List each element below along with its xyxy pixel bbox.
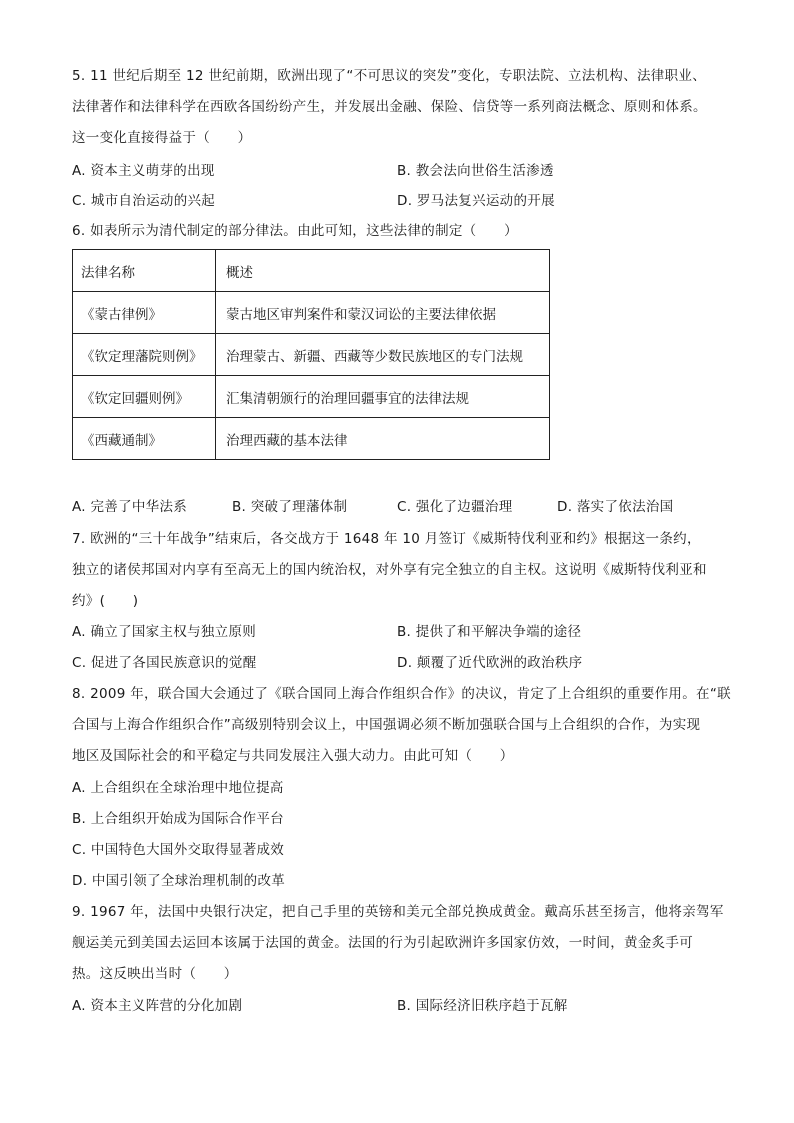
q5-option-c: C. 城市自治运动的兴起 — [72, 193, 216, 209]
q5-stem-line-2: 法律著作和法律科学在西欧各国纷纷产生，并发展出金融、保险、信贷等一系列商法概念、原则和体系。 — [72, 99, 707, 115]
q5-option-d: D. 罗马法复兴运动的开展 — [397, 193, 555, 209]
q9-stem-line-2: 舰运美元到美国去运回本该属于法国的黄金。法国的行为引起欧洲许多国家仿效，一时间，黄金炙手可 — [72, 935, 693, 951]
q7-stem-line-3: 约》( ) — [72, 593, 139, 609]
q8-stem-line-2: 合国与上海合作组织合作”高级别特别会议上，中国强调必须不断加强联合国与上合组织的合作，为实现 — [72, 717, 701, 733]
law-table — [72, 249, 550, 460]
table-row — [73, 292, 550, 334]
q9-option-a: A. 资本主义阵营的分化加剧 — [72, 998, 243, 1014]
law-name-cell: 《钦定理藩院则例》 — [73, 334, 216, 376]
q7-option-b: B. 提供了和平解决争端的途径 — [397, 624, 582, 640]
law-summary-cell: 汇集清朝颁行的治理回疆事宜的法律法规 — [216, 376, 550, 418]
q6-option-b: B. 突破了理藩体制 — [232, 499, 348, 515]
law-summary-cell: 治理蒙古、新疆、西藏等少数民族地区的专门法规 — [216, 334, 550, 376]
table-row — [73, 418, 550, 460]
q7-option-c: C. 促进了各国民族意识的觉醒 — [72, 655, 257, 671]
q7-option-d: D. 颠覆了近代欧洲的政治秩序 — [397, 655, 583, 671]
law-name-cell: 《蒙古律例》 — [73, 292, 216, 334]
q5-stem-line-1: 5. 11 世纪后期至 12 世纪前期，欧洲出现了“不可思议的突发”变化，专职法院、立法机构、法律职业、 — [72, 68, 706, 84]
law-summary-cell: 治理西藏的基本法律 — [216, 418, 550, 460]
q9-option-b: B. 国际经济旧秩序趋于瓦解 — [397, 998, 568, 1014]
q8-option-c: C. 中国特色大国外交取得显著成效 — [72, 842, 285, 858]
q6-stem: 6. 如表所示为清代制定的部分律法。由此可知，这些法律的制定（ ） — [72, 223, 518, 239]
law-table-header-row — [73, 250, 550, 292]
law-name-cell: 《钦定回疆则例》 — [73, 376, 216, 418]
q6-option-a: A. 完善了中华法系 — [72, 499, 188, 515]
q5-option-b: B. 教会法向世俗生活渗透 — [397, 163, 554, 179]
table-row — [73, 334, 550, 376]
q9-stem-line-1: 9. 1967 年，法国中央银行决定，把自己手里的英镑和美元全部兑换成黄金。戴高乐甚至扬言，他将亲驾军 — [72, 904, 724, 920]
q8-option-b: B. 上合组织开始成为国际合作平台 — [72, 811, 284, 827]
law-name-cell: 《西藏通制》 — [73, 418, 216, 460]
q6-option-d: D. 落实了依法治国 — [557, 499, 674, 515]
q8-stem-line-3: 地区及国际社会的和平稳定与共同发展注入强大动力。由此可知（ ） — [72, 748, 514, 764]
q7-option-a: A. 确立了国家主权与独立原则 — [72, 624, 257, 640]
q5-stem-line-3: 这一变化直接得益于（ ） — [72, 130, 252, 146]
q7-stem-line-2: 独立的诸侯邦国对内享有至高无上的国内统治权，对外享有完全独立的自主权。这说明《威斯特伐利亚和 — [72, 562, 707, 578]
law-table-header-summary: 概述 — [216, 250, 550, 292]
law-table-header-name: 法律名称 — [73, 250, 216, 292]
table-row — [73, 376, 550, 418]
q6-option-c: C. 强化了边疆治理 — [397, 499, 513, 515]
law-summary-cell: 蒙古地区审判案件和蒙汉词讼的主要法律依据 — [216, 292, 550, 334]
q5-option-a: A. 资本主义萌芽的出现 — [72, 163, 215, 179]
q8-option-a: A. 上合组织在全球治理中地位提高 — [72, 780, 284, 796]
q8-stem-line-1: 8. 2009 年，联合国大会通过了《联合国同上海合作组织合作》的决议，肯定了上合组织的重要作用。在“联 — [72, 686, 731, 702]
q9-stem-line-3: 热。这反映出当时（ ） — [72, 966, 238, 982]
q7-stem-line-1: 7. 欧洲的“三十年战争”结束后，各交战方于 1648 年 10 月签订《威斯特伐利亚和约》根据这一条约， — [72, 531, 701, 547]
q8-option-d: D. 中国引领了全球治理机制的改革 — [72, 873, 286, 889]
